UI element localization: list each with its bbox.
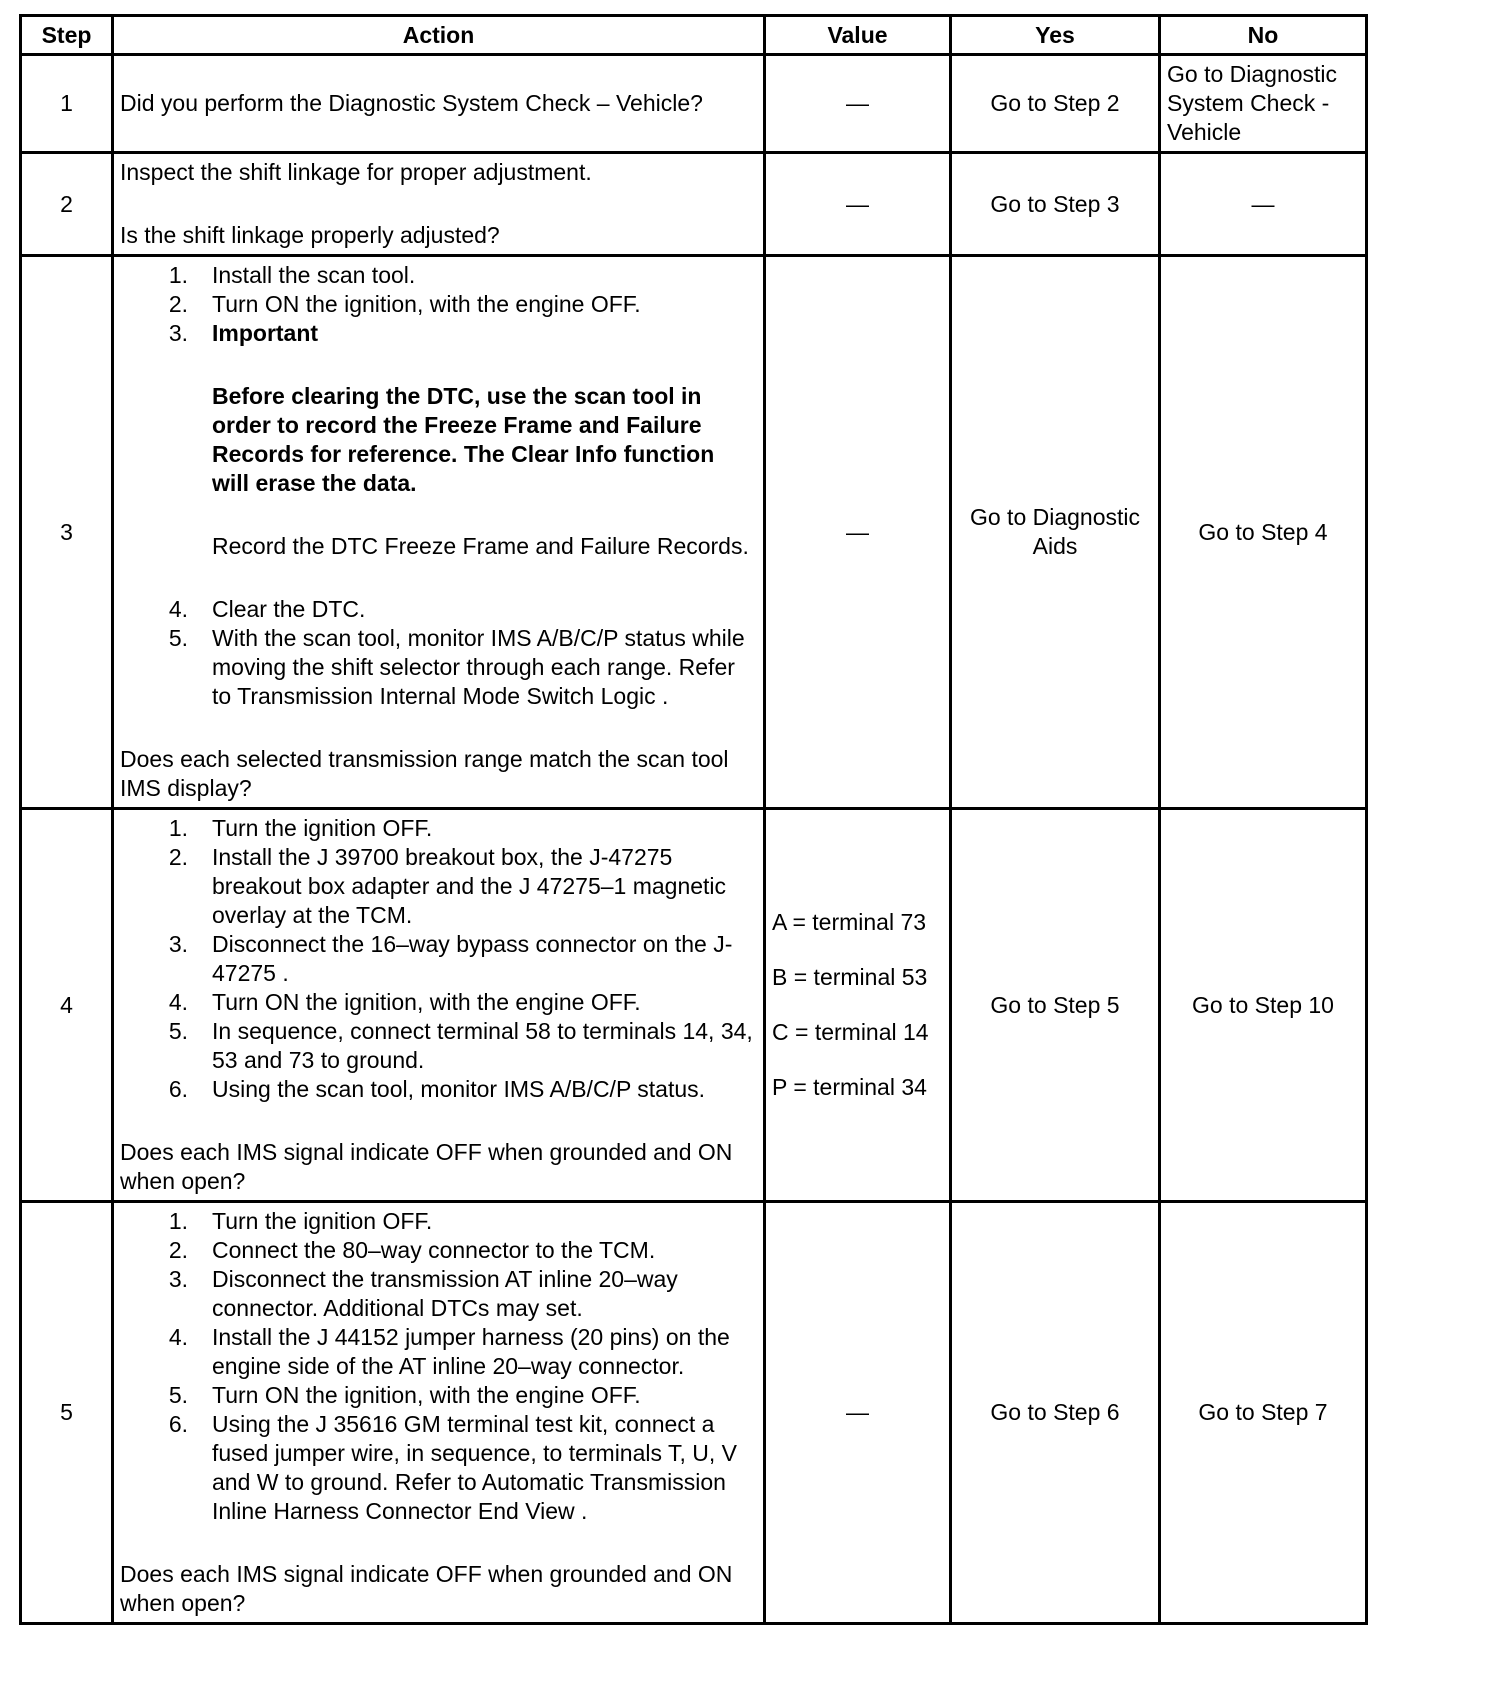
yes-link[interactable]: Go to Step 2 (951, 55, 1160, 153)
list-item (120, 930, 757, 988)
action-cell (113, 256, 765, 809)
item-number: 4. (168, 596, 188, 622)
header-no: No (1160, 16, 1367, 55)
list-item (120, 1265, 757, 1323)
item-number: 2. (168, 844, 188, 870)
item-text: Clear the DTC. (212, 596, 366, 622)
item-text: Install the J 44152 jumper harness (20 pins) on the engine side of the AT inline 20–way connector. (212, 1324, 730, 1379)
action-cell (113, 153, 765, 256)
instruction-list (120, 261, 757, 711)
yes-link[interactable]: Go to Step 3 (951, 153, 1160, 256)
no-link[interactable]: Go to Diagnostic System Check - Vehicle (1160, 55, 1367, 153)
value-cell: — (765, 256, 951, 809)
terminal-value: A = terminal 73 (772, 909, 927, 935)
list-item (120, 1410, 757, 1526)
item-number: 1. (168, 262, 188, 288)
yes-link[interactable]: Go to Diagnostic Aids (951, 256, 1160, 809)
action-intro: Inspect the shift linkage for proper adjustment. (120, 159, 592, 185)
yes-link[interactable]: Go to Step 6 (951, 1202, 1160, 1624)
terminal-value: C = terminal 14 (772, 1019, 929, 1045)
item-number: 2. (168, 291, 188, 317)
item-number: 6. (168, 1411, 188, 1437)
action-text: Did you perform the Diagnostic System Check – Vehicle? (113, 55, 765, 153)
value-cell (765, 809, 951, 1202)
action-question: Is the shift linkage properly adjusted? (120, 222, 500, 248)
item-number: 5. (168, 1382, 188, 1408)
header-yes: Yes (951, 16, 1160, 55)
list-item (120, 624, 757, 711)
item-text: Turn ON the ignition, with the engine OFF. (212, 291, 641, 317)
step-number: 1 (21, 55, 113, 153)
list-item (120, 1381, 757, 1410)
list-item (120, 1075, 757, 1104)
item-text: Turn the ignition OFF. (212, 815, 433, 841)
item-text: With the scan tool, monitor IMS A/B/C/P status while moving the shift selector through each range. Refer to Transmission Internal Mode Switch Logic . (212, 625, 745, 709)
item-text: Turn ON the ignition, with the engine OFF. (212, 1382, 641, 1408)
header-value: Value (765, 16, 951, 55)
action-question: Does each IMS signal indicate OFF when grounded and ON when open? (120, 1561, 733, 1616)
list-item (120, 988, 757, 1017)
no-link[interactable]: Go to Step 4 (1160, 256, 1367, 809)
list-item (120, 1236, 757, 1265)
action-cell (113, 1202, 765, 1624)
value-cell: — (765, 1202, 951, 1624)
list-item (120, 814, 757, 843)
action-question: Does each IMS signal indicate OFF when grounded and ON when open? (120, 1139, 733, 1194)
item-number: 1. (168, 1208, 188, 1234)
table-row-step-4 (21, 809, 1367, 1202)
header-action: Action (113, 16, 765, 55)
step-number: 5 (21, 1202, 113, 1624)
item-text: Disconnect the 16–way bypass connector on the J-47275 . (212, 931, 733, 986)
terminal-value: P = terminal 34 (772, 1074, 927, 1100)
item-number: 3. (168, 931, 188, 957)
list-item (120, 1323, 757, 1381)
table-row-step-3 (21, 256, 1367, 809)
header-row (21, 16, 1367, 55)
table-row-step-2 (21, 153, 1367, 256)
item-number: 1. (168, 815, 188, 841)
no-link[interactable]: Go to Step 7 (1160, 1202, 1367, 1624)
value-cell: — (765, 55, 951, 153)
action-cell (113, 809, 765, 1202)
item-number: 6. (168, 1076, 188, 1102)
list-item (120, 319, 757, 561)
item-number: 5. (168, 625, 188, 651)
item-number: 4. (168, 1324, 188, 1350)
terminal-value: B = terminal 53 (772, 964, 928, 990)
step-number: 3 (21, 256, 113, 809)
item-content (212, 319, 757, 561)
important-note: Before clearing the DTC, use the scan tool in order to record the Freeze Frame and Failure Records for reference. The Clear Info function will erase the data. (212, 383, 715, 496)
item-number: 3. (168, 1266, 188, 1292)
instruction-list (120, 814, 757, 1104)
diagnostic-table (19, 14, 1368, 1625)
item-text: Install the scan tool. (212, 262, 416, 288)
list-item (120, 261, 757, 290)
step-number: 2 (21, 153, 113, 256)
item-number: 5. (168, 1018, 188, 1044)
step-number: 4 (21, 809, 113, 1202)
list-item (120, 595, 757, 624)
item-number: 2. (168, 1237, 188, 1263)
item-text: Disconnect the transmission AT inline 20–way connector. Additional DTCs may set. (212, 1266, 678, 1321)
item-text: Connect the 80–way connector to the TCM. (212, 1237, 656, 1263)
list-item (120, 1207, 757, 1236)
item-text: Turn the ignition OFF. (212, 1208, 433, 1234)
record-note: Record the DTC Freeze Frame and Failure Records. (212, 533, 749, 559)
action-question: Does each selected transmission range match the scan tool IMS display? (120, 746, 729, 801)
list-item (120, 1017, 757, 1075)
header-step: Step (21, 16, 113, 55)
table-row-step-1 (21, 55, 1367, 153)
item-text: Install the J 39700 breakout box, the J-47275 breakout box adapter and the J 47275–1 magnetic overlay at the TCM. (212, 844, 727, 928)
item-text: Using the J 35616 GM terminal test kit, connect a fused jumper wire, in sequence, to terminals T, U, V and W to ground. Refer to Automatic Transmission Inline Harness Connector End View . (212, 1411, 737, 1524)
instruction-list (120, 1207, 757, 1526)
item-number: 3. (168, 320, 188, 346)
value-cell: — (765, 153, 951, 256)
important-label: Important (212, 320, 319, 346)
list-item (120, 290, 757, 319)
table-row-step-5 (21, 1202, 1367, 1624)
item-text: Turn ON the ignition, with the engine OFF. (212, 989, 641, 1015)
item-number: 4. (168, 989, 188, 1015)
no-cell: — (1160, 153, 1367, 256)
item-text: Using the scan tool, monitor IMS A/B/C/P status. (212, 1076, 706, 1102)
no-link[interactable]: Go to Step 10 (1160, 809, 1367, 1202)
yes-link[interactable]: Go to Step 5 (951, 809, 1160, 1202)
item-text: In sequence, connect terminal 58 to terminals 14, 34, 53 and 73 to ground. (212, 1018, 753, 1073)
list-item (120, 843, 757, 930)
